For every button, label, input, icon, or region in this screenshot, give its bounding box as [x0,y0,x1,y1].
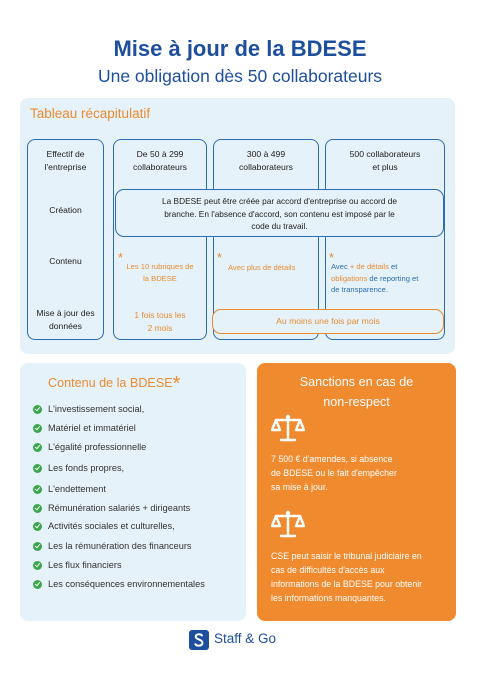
list-item-text: L'investissement social, [48,404,145,414]
list-item-text: Les flux financiers [48,560,122,570]
contenu-col3-plus: + de détails [349,262,389,271]
header-col2-line1: 300 à 499 [246,149,286,159]
header-col1-line2: collaborateurs [133,162,187,172]
list-item [33,463,124,473]
creation-line3: code du travail. [251,221,308,231]
row-label-contenu: Contenu [49,256,82,266]
sanction-block-2 [271,549,451,605]
header-col1-line1: De 50 à 299 [136,149,184,159]
header-col3 [325,148,445,174]
check-icon [33,542,42,551]
contenu-col3-pre: Avec [331,262,350,271]
row-label-mise-a-jour [27,307,104,333]
list-item [33,503,190,513]
maj-col1-line2: 2 mois [147,323,173,333]
check-icon [33,522,42,531]
list-item-text: L'endettement [48,484,106,494]
row-label-creation: Création [49,205,82,215]
contenu-title [48,373,180,396]
creation-line2: branche. En l'absence d'accord, son contenu est imposé par le [164,208,395,219]
header-effectif-line1: Effectif de [46,149,85,159]
brand-name: Staff & Go [214,631,277,646]
header-col1 [113,148,207,174]
sanction1-line1: 7 500 € d'amendes, si absence [271,454,393,464]
sanctions-title-line1: Sanctions en cas de [299,375,414,389]
row-label-maj-line2: données [49,321,82,331]
scale-icon [271,509,305,539]
list-item-text: Les fonds propres, [48,463,125,473]
creation-band [115,189,444,237]
check-icon [33,405,42,414]
contenu-col3-rest1: de reporting et [367,273,419,283]
list-item-text: Les conséquences environnementales [48,579,205,589]
contenu-col2: Avec plus de détails [228,263,296,272]
header-col3-line1: 500 collaborateurs [349,149,421,159]
header-col2-line2: collaborateurs [239,162,293,172]
check-icon [33,424,42,433]
sanction2-line1: CSE peut saisir le tribunal judiciaire en [271,551,422,561]
staffandgo-logo-icon [189,630,209,650]
contenu-col3-asterisk: * [329,250,335,265]
creation-line1: La BDESE peut être créée par accord d'entreprise ou accord de [162,196,397,206]
contenu-col1-asterisk: * [118,250,124,265]
header-effectif-line2: l'entreprise [44,162,87,172]
check-icon [33,443,42,452]
row-label-maj-line1: Mise à jour des [36,308,95,318]
check-icon [33,485,42,494]
list-item [33,423,136,433]
list-item [33,541,192,551]
sanction1-line2: de BDESE ou le fait d'empêcher [271,468,397,478]
sanction2-line2: cas de difficultés d'accès aux [271,565,385,575]
contenu-col1-line2: la BDESE [143,273,177,283]
summary-title: Tableau récapitulatif [30,106,151,121]
page-title: Mise à jour de la BDESE [113,36,367,61]
contenu-col3-et: et [388,262,398,271]
sanction1-line3: sa mise à jour. [271,482,328,492]
header-col2 [213,148,319,174]
list-item-text: Les la rémunération des financeurs [48,541,192,551]
contenu-title-text: Contenu de la BDESE [48,376,173,390]
check-icon [33,580,42,589]
list-item-text: Rémunération salariés + dirigeants [48,503,191,513]
list-item [33,521,175,531]
maj-band: Au moins une fois par mois [212,309,444,334]
maj-col1-line1: 1 fois tous les [134,310,186,320]
sanctions-title [257,372,456,412]
contenu-title-asterisk: * [172,373,181,395]
contenu-col3 [331,261,443,296]
contenu-col1 [113,261,207,284]
contenu-col2-asterisk: * [217,250,223,265]
sanction-block-1 [271,452,451,494]
list-item [33,579,205,589]
list-item-text: Activités sociales et culturelles, [48,521,175,531]
check-icon [33,504,42,513]
list-item [33,484,106,494]
list-item [33,560,122,570]
header-col3-line2: et plus [372,162,398,172]
list-item-text: L'égalité professionnelle [48,442,147,452]
sanctions-title-line2: non-respect [323,395,390,409]
list-item-text: Matériel et immatériel [48,423,136,433]
sanction2-line4: les informations manquantes. [271,593,386,603]
check-icon [33,464,42,473]
sanction2-line3: informations de la BDESE pour obtenir [271,579,423,589]
scale-icon [271,413,305,443]
list-item [33,442,146,452]
page-subtitle: Une obligation dès 50 collaborateurs [97,66,383,86]
check-icon [33,561,42,570]
contenu-col3-rest2: de transparence. [331,285,388,294]
contenu-col3-oblig: obligations [331,273,368,283]
header-effectif [27,148,104,174]
list-item [33,404,144,414]
contenu-col1-line1: Les 10 rubriques de [126,262,194,271]
maj-col1 [113,309,207,335]
